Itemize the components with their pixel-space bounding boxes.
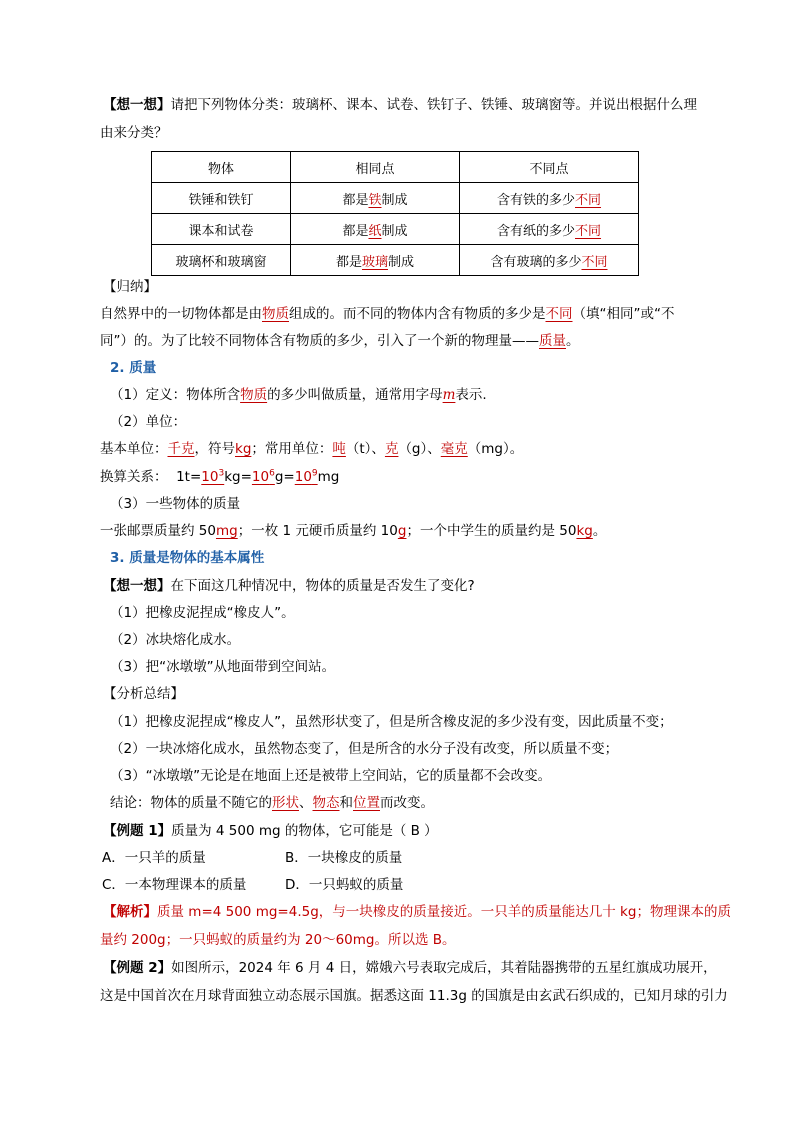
option-c: C．一本物理课本的质量 <box>102 877 247 893</box>
option-b: B．一块橡皮的质量 <box>285 850 403 866</box>
table-header-cell: 物体 <box>152 152 291 183</box>
think-text-1: 请把下列物体分类：玻璃杯、课本、试卷、铁钉子、铁锤、玻璃窗等。并说出根据什么理 <box>170 97 697 113</box>
think-label: 【想一想】 <box>103 97 171 113</box>
mass-examples <box>100 522 606 540</box>
answer-blank: m <box>442 387 456 403</box>
text: （t）、 <box>345 441 385 457</box>
example-label: 【例题 2】 <box>103 960 172 976</box>
answer-blank: 不同 <box>575 223 602 239</box>
mass-conversion <box>100 468 339 486</box>
cell-text: 制成 <box>388 254 415 270</box>
think-text-2: 由来分类？ <box>100 125 168 141</box>
text: 在下面这几种情况中，物体的质量是否发生了变化? <box>170 578 475 594</box>
text: 。 <box>566 333 580 349</box>
answer-blank: 玻璃 <box>361 254 388 270</box>
cell-text: 都是 <box>342 223 369 239</box>
text: kg= <box>224 469 252 485</box>
answer-blank <box>201 469 224 485</box>
answer-blank <box>252 469 275 485</box>
text: 和 <box>339 795 353 811</box>
table-header-cell: 相同点 <box>291 152 460 183</box>
table-cell-object: 铁锤和铁钉 <box>152 183 291 214</box>
answer-blank: g <box>397 523 407 539</box>
text: 同”）的。为了比较不同物体含有物质的多少，引入了一个新的物理量—— <box>100 333 539 349</box>
table-cell-diff <box>460 183 639 214</box>
exponent: 9 <box>311 468 318 479</box>
cell-text: 含有纸的多少 <box>496 223 575 239</box>
summary-line1 <box>100 305 674 323</box>
text: 10 <box>294 469 312 485</box>
text: 组成的。而不同的物体内含有物质的多少是 <box>289 306 546 322</box>
mass-unit-label: （2）单位： <box>110 414 187 430</box>
question-item: （1）把橡皮泥捏成“橡皮人”。 <box>110 605 295 621</box>
table-header-cell: 不同点 <box>460 152 639 183</box>
text: 而改变。 <box>380 795 434 811</box>
table-cell-same <box>291 214 460 245</box>
answer-blank: 物质 <box>262 306 289 322</box>
text: 如图所示，2024 年 6 月 4 日，嫦娥六号表取完成后，其着陆器携带的五星红旗成功展开， <box>171 960 717 976</box>
text: （g）、 <box>398 441 441 457</box>
example1-question <box>103 822 438 840</box>
example2-line1 <box>103 959 717 977</box>
answer-blank: 克 <box>384 441 399 457</box>
answer-blank: 位置 <box>353 795 380 811</box>
section-heading-property: 3. 质量是物体的基本属性 <box>110 550 265 566</box>
answer-blank: 铁 <box>368 192 382 208</box>
cell-text: 都是 <box>335 254 362 270</box>
table-cell-object: 玻璃杯和玻璃窗 <box>152 245 291 276</box>
summary-label: 【归纳】 <box>103 279 157 295</box>
text: ，符号 <box>194 441 235 457</box>
answer-blank: kg <box>235 441 252 457</box>
text: （填“相同”或“不 <box>572 306 675 322</box>
text: mg <box>317 469 340 485</box>
text: 换算关系： <box>100 469 168 485</box>
property-think <box>103 577 475 595</box>
text: 。 <box>592 523 607 539</box>
answer-blank: 吨 <box>332 441 346 457</box>
text: g= <box>274 469 295 485</box>
mass-examples-label: （3）一些物体的质量 <box>110 496 241 512</box>
text: 、 <box>299 795 313 811</box>
text: （mg）。 <box>467 441 524 457</box>
table-cell-same <box>291 245 460 276</box>
table-row <box>152 245 639 276</box>
solution-line2: 量约 200g；一只蚂蚁的质量约为 20～60mg。所以选 B。 <box>100 932 456 948</box>
text: 1t= <box>176 469 202 485</box>
mass-basic-units <box>100 440 523 458</box>
text: 质量为 4 500 mg 的物体，它可能是（ B ） <box>171 823 438 839</box>
table-cell-object: 课本和试卷 <box>152 214 291 245</box>
exponent: 3 <box>218 468 225 479</box>
cell-text: 都是 <box>342 192 369 208</box>
text: 10 <box>201 469 219 485</box>
analysis-item: （2）一块冰熔化成水，虽然物态变了，但是所含的水分子没有改变，所以质量不变； <box>110 741 619 757</box>
text: 10 <box>251 469 270 485</box>
answer-blank: 不同 <box>575 192 602 208</box>
answer-blank <box>295 469 318 485</box>
answer-blank: kg <box>576 523 593 539</box>
text: （1）定义：物体所含 <box>110 387 241 403</box>
answer-blank: 不同 <box>581 254 608 270</box>
answer-blank: 形状 <box>272 795 299 811</box>
table-cell-diff <box>460 214 639 245</box>
answer-blank: 物质 <box>240 387 268 403</box>
answer-blank: 物态 <box>312 795 340 811</box>
conclusion <box>110 794 434 812</box>
section-heading-mass: 2. 质量 <box>110 360 157 376</box>
text: 表示. <box>455 387 487 403</box>
answer-blank: 质量 <box>539 333 566 349</box>
analysis-label: 【分析总结】 <box>103 686 184 702</box>
example2-line2: 这是中国首次在月球背面独立动态展示国旗。据悉这面 11.3g 的国旗是由玄武石织成的，已知月球的引力 <box>100 988 728 1004</box>
text: 质量 m=4 500 mg=4.5g，与一块橡皮的质量接近。一只羊的质量能达几十 kg；物理课本的质 <box>157 904 731 920</box>
think-label: 【想一想】 <box>103 578 171 594</box>
table-row <box>152 183 639 214</box>
cell-text: 制成 <box>381 223 408 239</box>
exponent: 6 <box>269 468 275 479</box>
text: 基本单位： <box>100 441 168 457</box>
summary-line2 <box>100 332 580 350</box>
solution-label: 【解析】 <box>103 904 157 920</box>
question-item: （3）把“冰墩墩”从地面带到空间站。 <box>110 659 336 675</box>
classification-table <box>151 151 639 276</box>
text: 一张邮票质量约 50 <box>100 523 216 539</box>
text: ；一个中学生的质量约是 50 <box>406 523 577 539</box>
answer-blank: 千克 <box>167 441 195 457</box>
cell-text: 含有铁的多少 <box>496 192 575 208</box>
answer-blank: 纸 <box>368 223 382 239</box>
text: 的多少叫做质量，通常用字母 <box>267 387 443 403</box>
analysis-item: （1）把橡皮泥捏成“橡皮人”，虽然形状变了，但是所含橡皮泥的多少没有变，因此质量不变； <box>110 714 673 730</box>
example-label: 【例题 1】 <box>103 823 172 839</box>
mass-definition <box>110 386 487 404</box>
answer-blank: 毫克 <box>440 441 468 457</box>
table-cell-same <box>291 183 460 214</box>
table-cell-diff <box>460 245 639 276</box>
think-paragraph-line1 <box>103 96 697 114</box>
cell-text: 制成 <box>381 192 408 208</box>
option-a: A．一只羊的质量 <box>102 850 206 866</box>
text: 结论：物体的质量不随它的 <box>110 795 272 811</box>
table-header-row <box>152 152 639 183</box>
answer-blank: 不同 <box>545 306 573 322</box>
question-item: （2）冰块熔化成水。 <box>110 632 241 648</box>
table-row <box>152 214 639 245</box>
cell-text: 含有玻璃的多少 <box>490 254 582 270</box>
answer-blank: mg <box>215 523 238 539</box>
option-d: D．一只蚂蚁的质量 <box>285 877 404 893</box>
think-paragraph-line2 <box>100 124 168 142</box>
text: ；常用单位： <box>251 441 333 457</box>
text: ；一枚 1 元硬币质量约 10 <box>237 523 398 539</box>
analysis-item: （3）“冰墩墩”无论是在地面上还是被带上空间站，它的质量都不会改变。 <box>110 768 552 784</box>
solution-line1 <box>103 903 731 921</box>
text: 自然界中的一切物体都是由 <box>100 306 262 322</box>
